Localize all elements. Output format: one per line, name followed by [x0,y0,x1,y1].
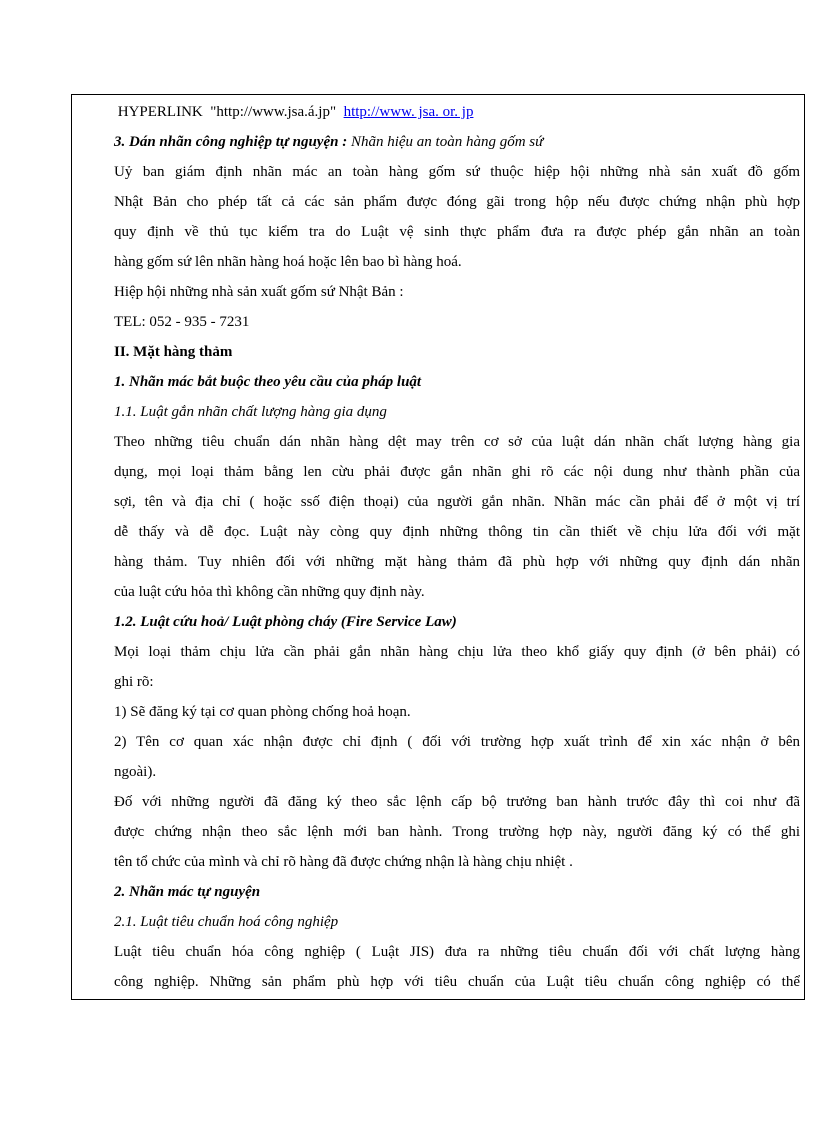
section-heading-3 [114,127,800,157]
paragraph-line: tên tổ chức của mình và chỉ rõ hàng đã được chứng nhận là hàng chịu nhiệt . [114,854,573,870]
hyperlink-line [114,97,800,127]
heading-bold-part: 3. Dán nhãn công nghiệp tự nguyện : [114,134,348,150]
paragraph-line: quy định về thủ tục kiểm tra do Luật vệ sinh thực phẩm đưa ra được phép gắn nhãn an toàn [114,224,800,240]
paragraph-line: Luật tiêu chuẩn hóa công nghiệp ( Luật JIS) đưa ra những tiêu chuẩn đối với chất lượng hàng [114,944,800,960]
list-item-1: 1) Sẽ đăng ký tại cơ quan phòng chống hoả hoạn. [114,704,411,720]
telephone-line: TEL: 052 - 935 - 7231 [114,314,250,330]
paragraph-line: hàng gốm sứ lên nhãn hàng hoá hoặc lên bao bì hàng hoá. [114,254,462,270]
paragraph-line: Uỷ ban giám định nhãn mác an toàn hàng gốm sứ thuộc hiệp hội những nhà sản xuất đồ gốm [114,164,800,180]
heading-italic-part: Nhãn hiệu an toàn hàng gốm sứ [347,134,544,150]
paragraph-line: sợi, tên và địa chỉ ( hoặc ssố điện thoại) của người gắn nhãn. Nhãn mác cần phải để ở một vị trí [114,494,800,510]
subheading-2-1: 2.1. Luật tiêu chuẩn hoá công nghiệp [114,914,339,930]
paragraph-line: Mọi loại thảm chịu lửa cần phải gắn nhãn hàng chịu lửa theo khổ giấy quy định (ở bên phải) có [114,644,800,660]
hyperlink-field-code: HYPERLINK "http://www.jsa.á.jp" [114,104,344,120]
subheading-voluntary-labels: 2. Nhãn mác tự nguyện [114,884,261,900]
paragraph-line: của luật cứu hỏa thì không cần những quy định này. [114,584,425,600]
subheading-1-1: 1.1. Luật gắn nhãn chất lượng hàng gia dụng [114,404,387,420]
list-item-2 [114,727,800,787]
section-heading-ii: II. Mặt hàng thảm [114,344,233,360]
paragraph-line: dụng, mọi loại thảm bằng len cừu phải được gắn nhãn ghi rõ các nội dung như thành phần của [114,464,800,480]
paragraph-line: Nhật Bản cho phép tất cả các sản phẩm được đóng gãi trong hộp nếu được chứng nhận phù hợp [114,194,800,210]
subheading-1-2: 1.2. Luật cứu hoả/ Luật phòng cháy (Fire Service Law) [114,614,457,630]
association-line: Hiệp hội những nhà sản xuất gốm sứ Nhật Bản : [114,284,404,300]
paragraph-line: hàng thảm. Tuy nhiên đối với những mặt hàng thảm đã phù hợp với những quy định dán nhãn [114,554,800,570]
paragraph-registration [114,787,800,877]
subheading-mandatory-labels: 1. Nhãn mác bắt buộc theo yêu cầu của pháp luật [114,374,422,390]
paragraph-household-quality [114,427,800,607]
paragraph-line: ngoài). [114,764,157,780]
hyperlink-link[interactable]: http://www. jsa. or. jp [343,104,474,120]
paragraph-ceramics-safety [114,157,800,277]
paragraph-line: 2) Tên cơ quan xác nhận được chỉ định ( đối với trường hợp xuất trình để xin xác nhận ở bên [114,734,800,750]
paragraph-line: Đố với những người đã đăng ký theo sắc lệnh cấp bộ trưởng ban hành trước đây thì coi như đã [114,794,800,810]
document-body [114,97,800,997]
paragraph-line: công nghiệp. Những sản phẩm phù hợp với tiêu chuẩn của Luật tiêu chuẩn công nghiệp có thể [114,974,800,990]
document-frame [71,94,805,1000]
paragraph-jis [114,937,800,997]
paragraph-fire-labels [114,637,800,697]
paragraph-line: được chứng nhận theo sắc lệnh mới ban hành. Trong trường hợp này, người đăng ký có thể ghi [114,824,800,840]
paragraph-line: ghi rõ: [114,674,154,690]
paragraph-line: Theo những tiêu chuẩn dán nhãn hàng dệt may trên cơ sở của luật dán nhãn chất lượng hàng gia [114,434,800,450]
paragraph-line: dễ thấy và dễ đọc. Luật này còng quy định những thông tin cần thiết về chịu lửa đối với mặt [114,524,800,540]
